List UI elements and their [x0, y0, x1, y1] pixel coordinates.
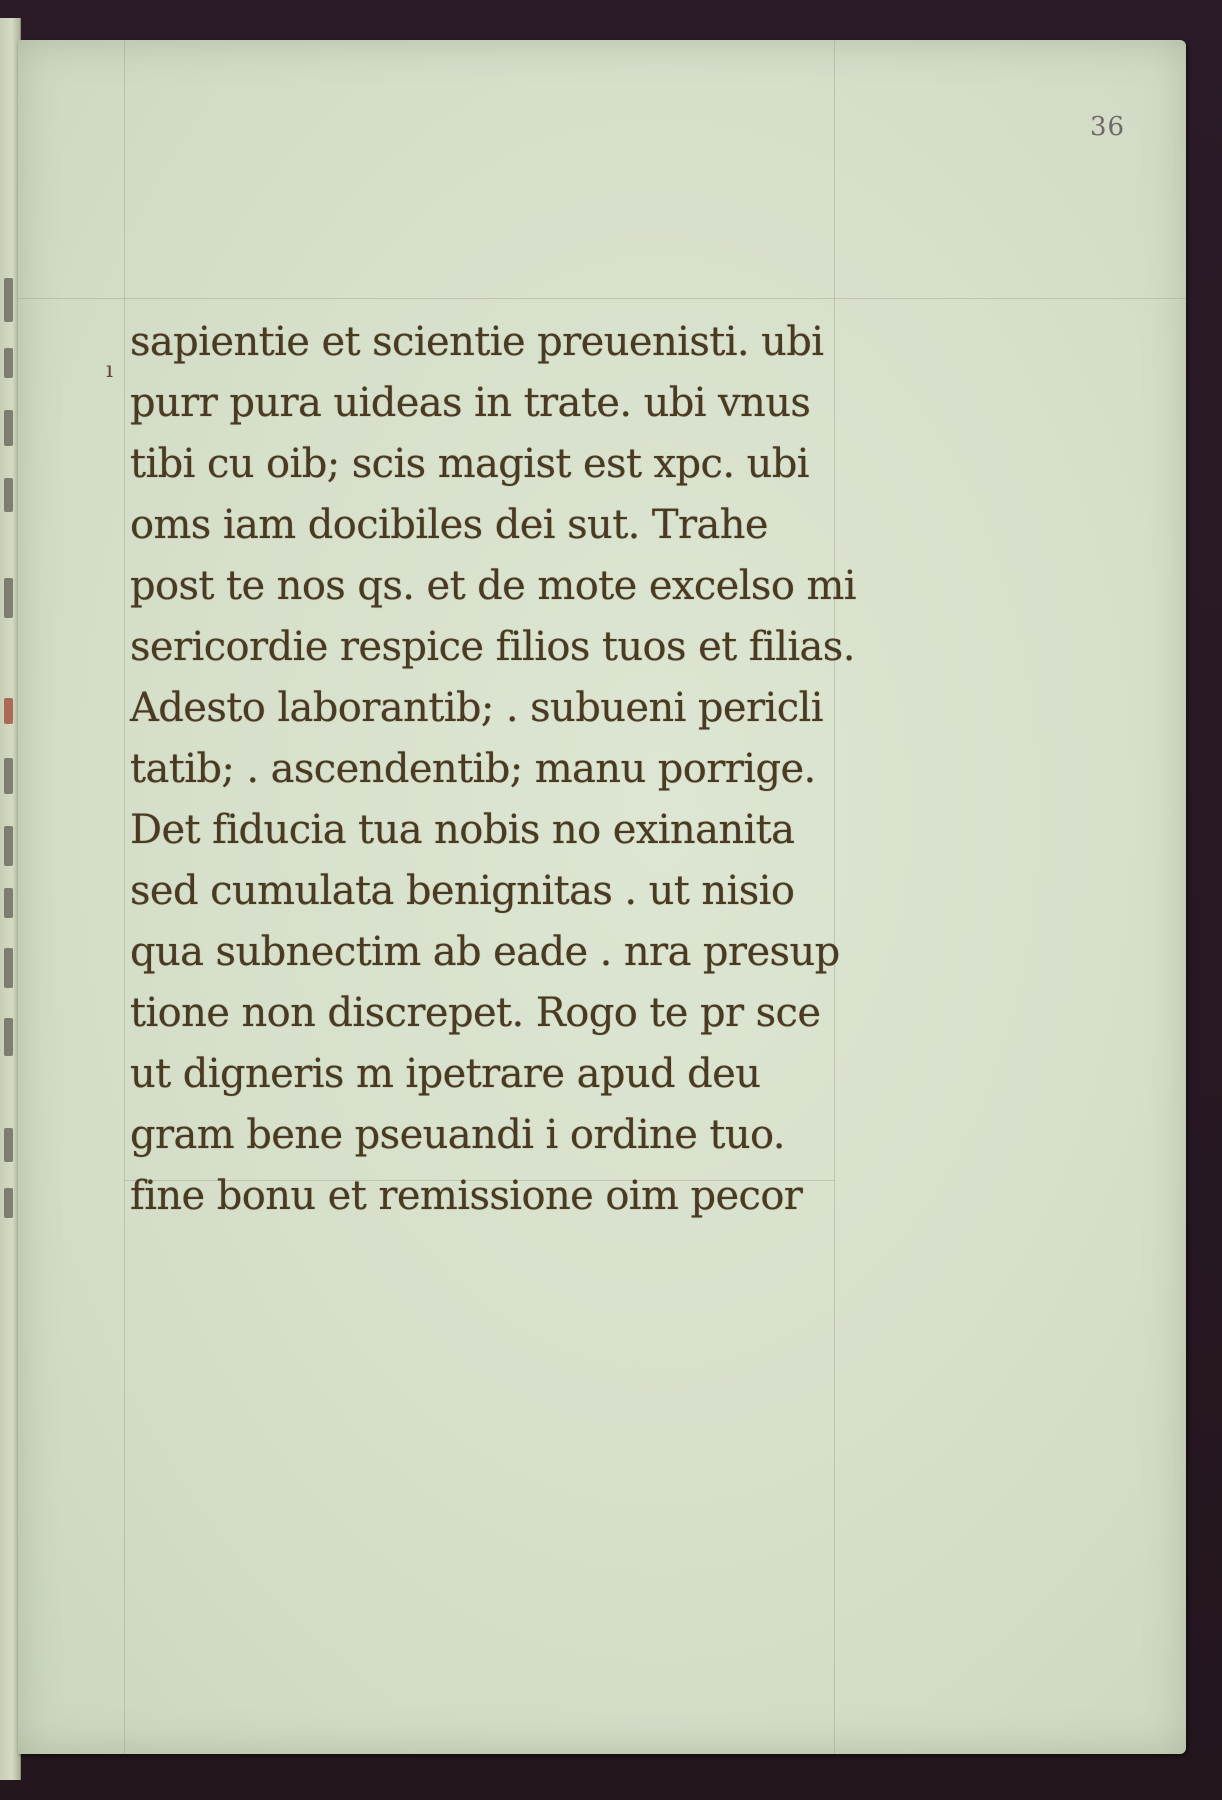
text-line: sed cumulata benignitas . ut nisio	[130, 868, 795, 914]
text-line: fine bonu et remissione oim pecor	[130, 1173, 803, 1219]
leaf-edge-text-fragment	[4, 1018, 13, 1056]
text-line: tione non discrepet. Rogo te pr sce	[130, 990, 821, 1036]
folio-number: 36	[1090, 112, 1126, 142]
text-line: oms iam docibiles dei sut. Trahe	[130, 502, 768, 548]
leaf-edge-text-fragment	[4, 758, 13, 794]
leaf-edge-text-fragment	[4, 578, 13, 618]
text-line: sericordie respice filios tuos et filias.	[130, 624, 855, 670]
margin-mark: ı	[106, 358, 114, 383]
text-line: qua subnectim ab eade . nra presup	[130, 929, 840, 975]
leaf-edge-text-fragment	[4, 410, 13, 446]
text-line: tatib; . ascendentib; manu porrige.	[130, 746, 816, 792]
leaf-edge-rubric-fragment	[4, 698, 13, 724]
leaf-edge-text-fragment	[4, 888, 13, 918]
ruling-line-horizontal	[18, 298, 1186, 299]
leaf-edge-text-fragment	[4, 826, 13, 866]
leaf-edge-text-fragment	[4, 948, 13, 988]
leaf-edge-text-fragment	[4, 348, 13, 378]
leaf-edge-text-fragment	[4, 1188, 13, 1218]
text-line: tibi cu oib; scis magist est xpc. ubi	[130, 441, 809, 487]
leaf-edge-text-fragment	[4, 1128, 13, 1162]
text-line: ut digneris m ipetrare apud deu	[130, 1051, 761, 1097]
text-line: sapientie et scientie preuenisti. ubi	[130, 319, 824, 365]
leaf-edge-text-fragment	[4, 278, 13, 322]
text-block	[130, 312, 870, 1227]
text-line: post te nos qs. et de mote excelso mi	[130, 563, 856, 609]
text-line: purr pura uideas in trate. ubi vnus	[130, 380, 811, 426]
text-line: Adesto laborantib; . subueni pericli	[130, 685, 823, 731]
text-line: Det fiducia tua nobis no exinanita	[130, 807, 795, 853]
text-line: gram bene pseuandi i ordine tuo.	[130, 1112, 785, 1158]
leaf-edge-text-fragment	[4, 478, 13, 512]
